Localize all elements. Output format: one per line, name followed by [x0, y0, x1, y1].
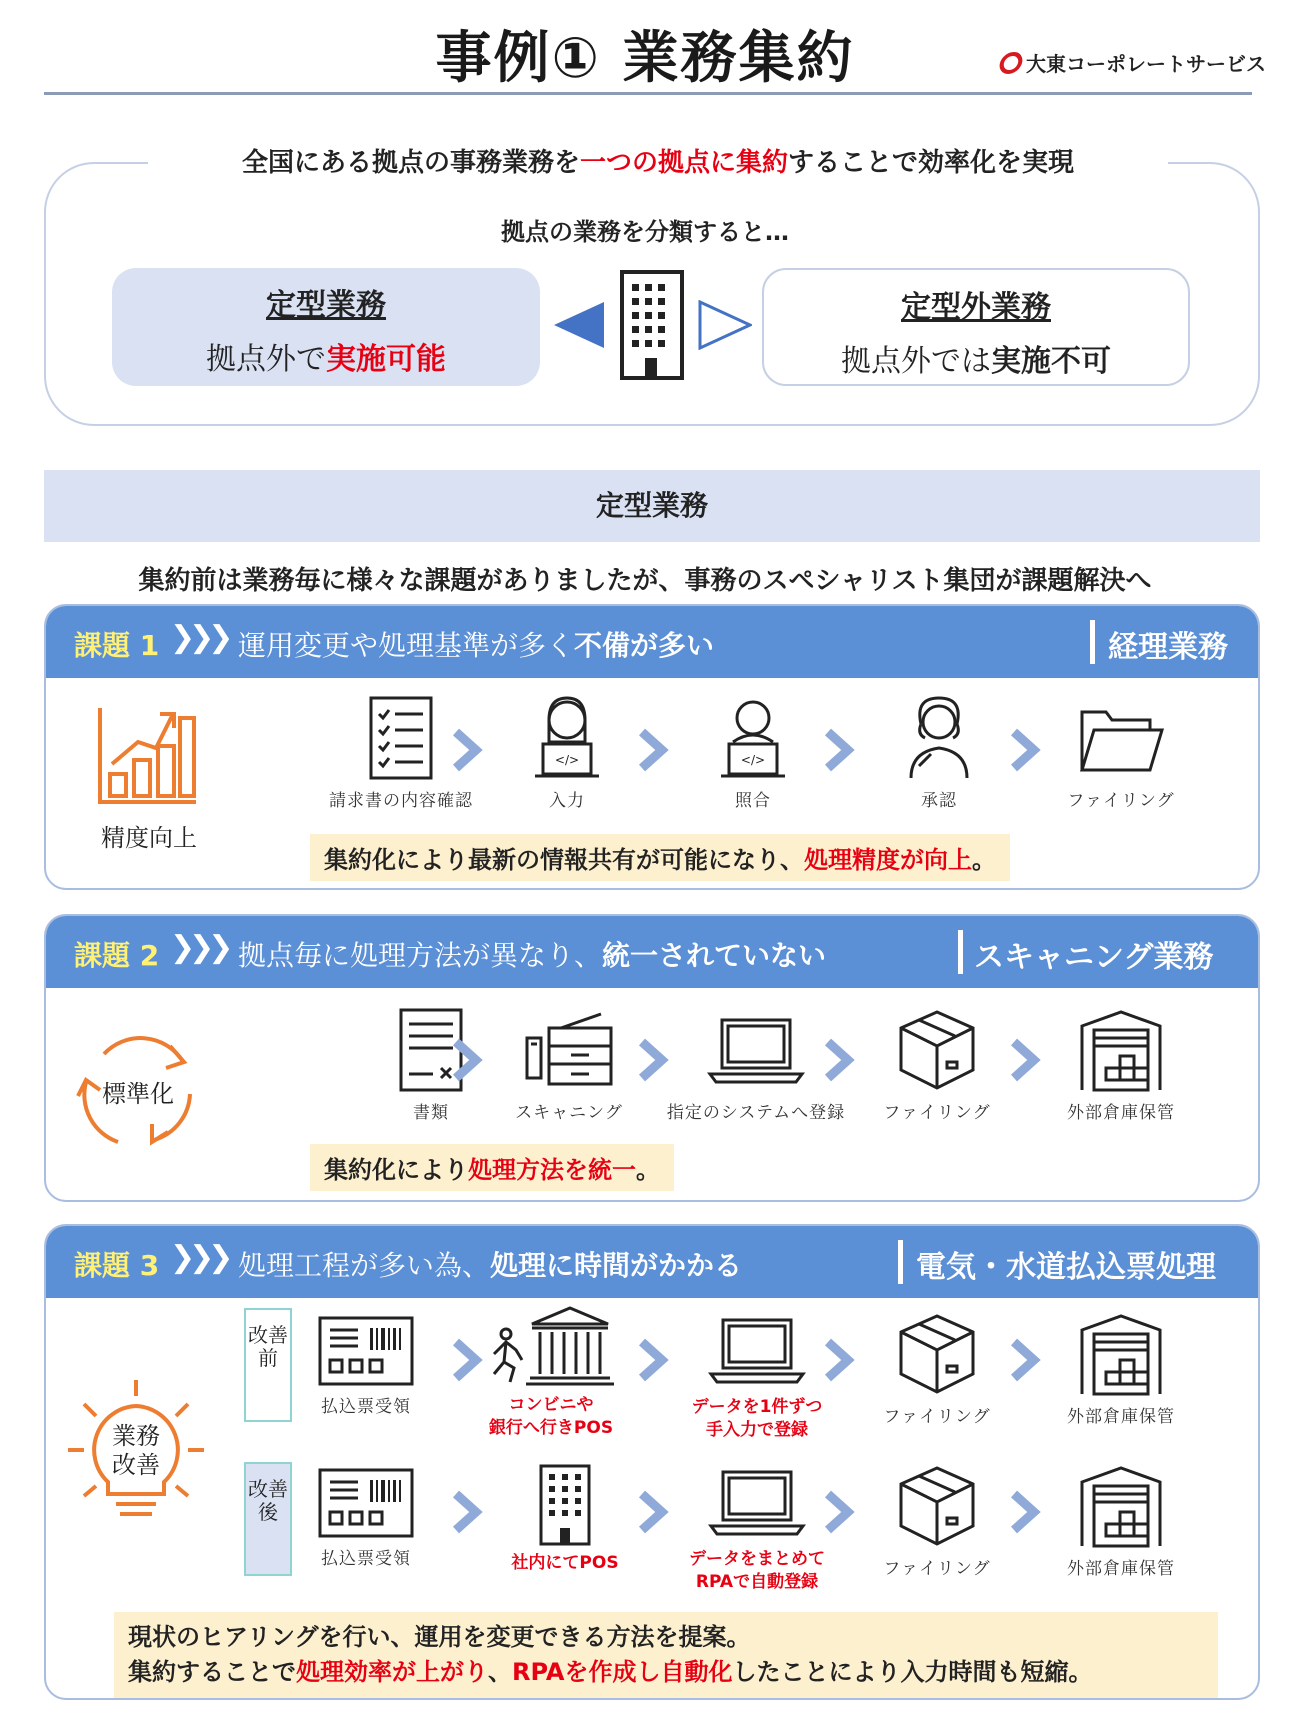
- svg-text:</>: </>: [740, 753, 766, 767]
- issue-3-header: [46, 1226, 1258, 1298]
- step-filing: [852, 1464, 1022, 1579]
- issue-3-note-2-red-1: 処理効率が上がり: [296, 1657, 488, 1686]
- issue-3-note: [114, 1612, 1218, 1698]
- office-building-icon: [535, 1462, 595, 1546]
- chevron-right-icon: [822, 728, 856, 772]
- step-label: 払込票受領: [321, 1397, 411, 1417]
- step-label-line-1: コンビニや: [508, 1395, 594, 1415]
- issue-1-text: [238, 624, 714, 664]
- step-label: 承認: [921, 791, 957, 811]
- step-rpa-register: [672, 1464, 842, 1594]
- step-warehouse: [1036, 1464, 1206, 1579]
- summary-heading-red: 一つの拠点に集約: [579, 148, 788, 178]
- summary-heading: [148, 142, 1168, 179]
- routine-work-text-red: 実施可能: [326, 342, 446, 377]
- issue-1-text-bold: 不備が多い: [574, 629, 715, 662]
- person-laptop-icon: [711, 696, 795, 780]
- step-label: ファイリング: [1067, 791, 1175, 811]
- step-payment-slip: [296, 1468, 436, 1569]
- issue-2-note-pre: 集約化により: [324, 1156, 468, 1184]
- step-manual-entry: [672, 1312, 842, 1442]
- issue-2-note: [310, 1144, 674, 1191]
- chevron-right-icon: [450, 1490, 484, 1534]
- laptop-icon: [706, 1008, 806, 1092]
- logo-text: 大東コーポレートサービス: [1026, 52, 1266, 76]
- step-label: 指定のシステムへ登録: [666, 1103, 846, 1123]
- non-routine-work-title: 定型外業務: [901, 290, 1051, 325]
- issue-2-text-bold: 統一されていない: [602, 939, 827, 972]
- step-filing: [1036, 696, 1206, 811]
- step-label-red: 社内にてPOS: [511, 1553, 619, 1573]
- category-divider: [958, 930, 963, 974]
- running-person-bank-icon: [486, 1304, 616, 1388]
- step-label: スキャニング: [515, 1103, 623, 1123]
- classification-question: 拠点の業務を分類すると…: [501, 218, 789, 246]
- warehouse-icon: [1076, 1008, 1166, 1092]
- left-filled-triangle-icon: [552, 300, 606, 350]
- step-convenience-store-pos: [476, 1304, 626, 1440]
- issue-3-key: 課題 3: [74, 1249, 160, 1282]
- chevron-right-icon: [822, 1038, 856, 1082]
- issue-3-text: [238, 1244, 742, 1284]
- rising-bar-chart-icon: [94, 704, 198, 808]
- scanner-copier-icon: [521, 1008, 617, 1092]
- step-label: 入力: [549, 791, 585, 811]
- issue-1-note-red: 処理精度が向上: [804, 846, 972, 874]
- issue-2-note-post: 。: [636, 1156, 660, 1184]
- svg-text:</>: </>: [554, 753, 580, 767]
- issue-1-note-post: 。: [972, 846, 996, 874]
- non-routine-work-text-pre: 拠点外では: [841, 344, 991, 379]
- step-in-house-pos: [510, 1462, 620, 1575]
- payment-slip-icon: [318, 1468, 414, 1538]
- issue-1-text-pre: 運用変更や処理基準が多く: [238, 629, 575, 662]
- page-title: 事例① 業務集約: [435, 26, 855, 91]
- issue-2-category: スキャニング業務: [974, 940, 1214, 975]
- chevron-right-icon: [636, 1338, 670, 1382]
- issue-1-category: 経理業務: [1108, 630, 1228, 665]
- issue-1-header: [46, 606, 1258, 678]
- step-label-line-1: データをまとめて: [689, 1549, 825, 1569]
- header-rule: [44, 92, 1252, 95]
- after-tag: 改善後: [244, 1462, 292, 1576]
- step-label-line-2: 銀行へ行きPOS: [488, 1417, 614, 1438]
- step-label-red: [672, 1548, 842, 1594]
- triple-chevron-icon: ❯❯❯: [170, 1240, 228, 1275]
- routine-work-title: 定型業務: [266, 288, 386, 323]
- step-warehouse: [1036, 1008, 1206, 1123]
- issue-3-left-label-2: 改善: [112, 1450, 160, 1479]
- triple-chevron-icon: ❯❯❯: [170, 930, 228, 965]
- warehouse-icon: [1076, 1312, 1166, 1396]
- summary-heading-pre: 全国にある拠点の事務業務を: [241, 148, 580, 178]
- chevron-right-icon: [636, 728, 670, 772]
- folder-icon: [1076, 696, 1166, 780]
- step-label-line-1: データを1件ずつ: [691, 1397, 823, 1417]
- step-filing: [852, 1312, 1022, 1427]
- issue-3-note-line-1: 現状のヒアリングを行い、運用を変更できる方法を提案。: [128, 1623, 751, 1651]
- issue-3-note-2-pre: 集約することで: [128, 1657, 296, 1686]
- step-approve: [854, 696, 1024, 811]
- issue-3-category: 電気・水道払込票処理: [916, 1250, 1216, 1285]
- lead-text: 集約前は業務毎に様々な課題がありましたが、事務のスペシャリスト集団が課題解決へ: [138, 566, 1152, 596]
- issue-card-1: [44, 604, 1260, 890]
- non-routine-work-box: [762, 268, 1190, 386]
- step-label: ファイリング: [883, 1407, 991, 1427]
- category-divider: [898, 1240, 903, 1284]
- step-reconcile: [668, 696, 838, 811]
- company-logo: [1000, 48, 1266, 77]
- checklist-document-icon: [369, 696, 433, 780]
- box-icon: [895, 1312, 979, 1396]
- payment-slip-icon: [318, 1316, 414, 1386]
- step-label-line-2: RPAで自動登録: [695, 1571, 819, 1592]
- issue-2-key: 課題 2: [74, 939, 160, 972]
- step-label: 払込票受領: [321, 1549, 411, 1569]
- step-label: ファイリング: [883, 1103, 991, 1123]
- chevron-right-icon: [450, 1038, 484, 1082]
- chevron-right-icon: [822, 1338, 856, 1382]
- chevron-right-icon: [636, 1490, 670, 1534]
- issue-1-left-label: 精度向上: [101, 824, 197, 852]
- chevron-right-icon: [450, 728, 484, 772]
- laptop-icon: [707, 1464, 807, 1542]
- issue-1-note: [310, 834, 1010, 881]
- person-laptop-icon: [525, 696, 609, 780]
- issue-2-left-label: 標準化: [102, 1080, 174, 1108]
- routine-work-text: [112, 334, 540, 378]
- step-label: 外部倉庫保管: [1067, 1103, 1175, 1123]
- issue-3-text-pre: 処理工程が多い為、: [238, 1249, 491, 1282]
- chevron-right-icon: [822, 1490, 856, 1534]
- step-label-line-2: 手入力で登録: [706, 1419, 808, 1440]
- before-tag: 改善前: [244, 1308, 292, 1422]
- routine-work-box: [112, 268, 540, 386]
- non-routine-work-text: [764, 336, 1188, 380]
- step-label: 照合: [735, 791, 771, 811]
- issue-2-text-pre: 拠点毎に処理方法が異なり、: [238, 939, 603, 972]
- issue-3-note-2-red-2: RPAを作成し自動化: [512, 1657, 733, 1686]
- issue-card-3: [44, 1224, 1260, 1700]
- step-label: 請求書の内容確認: [329, 791, 473, 811]
- warehouse-icon: [1076, 1464, 1166, 1548]
- box-icon: [895, 1464, 979, 1548]
- routine-work-text-pre: 拠点外で: [206, 342, 326, 377]
- step-input: [482, 696, 652, 811]
- right-outline-triangle-icon: [698, 300, 752, 350]
- issue-3-text-bold: 処理に時間がかかる: [490, 1249, 743, 1282]
- step-warehouse: [1036, 1312, 1206, 1427]
- issue-3-note-2-post: したことにより入力時間も短縮。: [732, 1657, 1093, 1686]
- logo-mark-icon: [997, 52, 1025, 74]
- step-label-red: [672, 1396, 842, 1442]
- step-filing: [852, 1008, 1022, 1123]
- issue-2-text: [238, 934, 826, 974]
- issue-1-note-pre: 集約化により最新の情報共有が可能になり、: [324, 846, 804, 874]
- issue-card-2: [44, 914, 1260, 1202]
- issue-3-left-label-1: 業務: [112, 1422, 160, 1450]
- step-label-red: [476, 1394, 626, 1440]
- issue-3-note-2-mid: 、: [488, 1657, 512, 1686]
- step-payment-slip: [296, 1316, 436, 1417]
- step-scanning: [484, 1008, 654, 1123]
- issue-3-note-line-2: [128, 1655, 1204, 1690]
- non-routine-work-text-bold: 実施不可: [991, 344, 1111, 379]
- step-label: ファイリング: [883, 1559, 991, 1579]
- office-building-icon: [612, 268, 692, 382]
- approver-person-icon: [897, 696, 981, 780]
- step-label: 書類: [413, 1103, 449, 1123]
- category-divider: [1090, 620, 1095, 664]
- step-label: 外部倉庫保管: [1067, 1407, 1175, 1427]
- routine-work-band: 定型業務: [44, 470, 1260, 542]
- box-icon: [895, 1008, 979, 1092]
- issue-2-header: [46, 916, 1258, 988]
- step-label: 外部倉庫保管: [1067, 1559, 1175, 1579]
- issue-2-note-red: 処理方法を統一: [468, 1156, 636, 1184]
- issue-3-left-label: [96, 1422, 176, 1480]
- issue-1-key: 課題 1: [74, 629, 160, 662]
- laptop-icon: [707, 1312, 807, 1390]
- triple-chevron-icon: ❯❯❯: [170, 620, 228, 655]
- summary-heading-post: することで効率化を実現: [788, 148, 1075, 178]
